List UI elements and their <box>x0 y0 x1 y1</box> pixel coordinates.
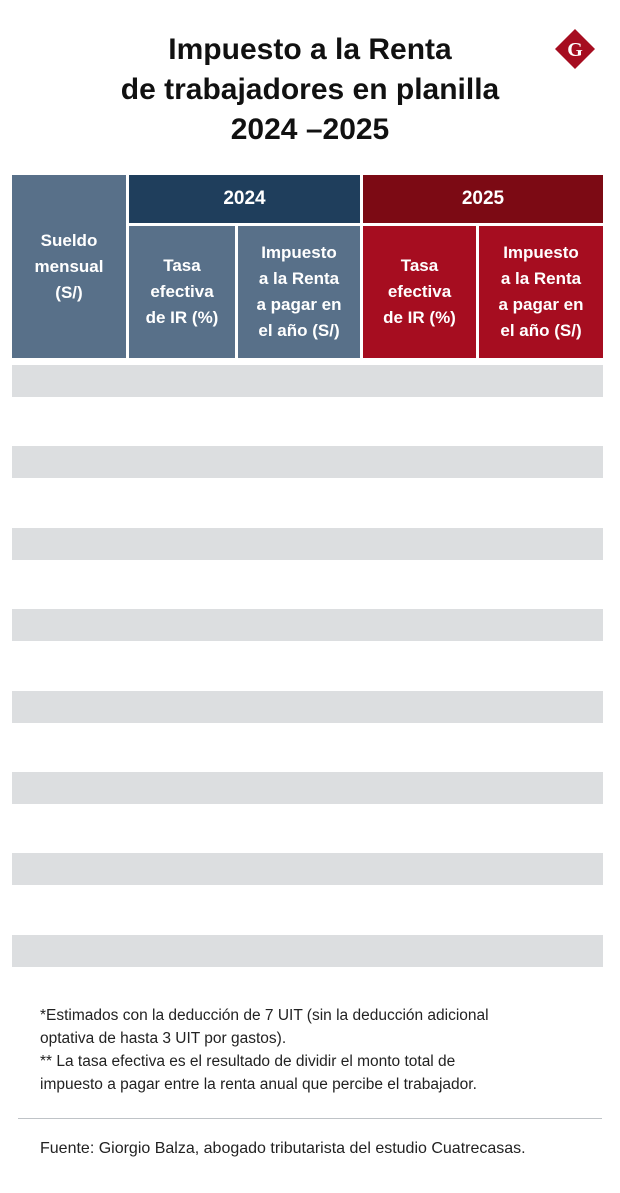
header-tax-line: a la Renta <box>500 269 582 288</box>
table-row <box>12 609 603 641</box>
header-tax-2024 <box>238 226 360 358</box>
header-salary-line: mensual <box>34 256 104 276</box>
title-line-3: 2024 –2025 <box>230 113 390 146</box>
header-tax-line: el año (S/) <box>258 321 340 340</box>
header-tax-line: el año (S/) <box>500 321 582 340</box>
header-rate-line: efectiva <box>387 282 452 301</box>
header-tax-2025 <box>479 226 603 358</box>
footnote-line: ** La tasa efectiva es el resultado de dividir el monto total de <box>40 1053 456 1070</box>
header-tax-line: a pagar en <box>256 295 342 314</box>
table-row <box>12 691 603 723</box>
table-row <box>12 528 603 560</box>
table-row <box>12 487 603 519</box>
table-row <box>12 406 603 438</box>
gestion-logo-icon <box>554 28 596 70</box>
source-credit: Fuente: Giorgio Balza, abogado tributarista del estudio Cuatrecasas. <box>40 1140 526 1157</box>
table-row <box>12 772 603 804</box>
header-rate-line: efectiva <box>150 282 214 301</box>
header-rate-line: Tasa <box>163 256 201 275</box>
header-year-2024: 2024 <box>129 175 360 223</box>
header-rate-2025 <box>363 226 476 358</box>
title-line-1: Impuesto a la Renta <box>168 33 452 66</box>
header-rate-line: Tasa <box>400 256 439 275</box>
table-row <box>12 731 603 763</box>
header-year-2025: 2025 <box>363 175 603 223</box>
divider <box>18 1118 602 1119</box>
table-row <box>12 569 603 601</box>
table-row <box>12 853 603 885</box>
header-salary-line: (S/) <box>55 282 83 302</box>
table-row <box>12 894 603 926</box>
header-tax-line: Impuesto <box>503 243 579 262</box>
logo-letter: G <box>567 39 583 61</box>
header-tax-line: a la Renta <box>258 269 340 288</box>
footnote-line: optativa de hasta 3 UIT por gastos). <box>40 1030 287 1047</box>
table-row <box>12 365 603 397</box>
footnotes <box>40 1004 600 1096</box>
title-line-2: de trabajadores en planilla <box>120 73 500 106</box>
header-salary <box>12 175 126 358</box>
header-tax-line: a pagar en <box>498 295 584 314</box>
table-row <box>12 650 603 682</box>
header-rate-line: de IR (%) <box>145 308 219 327</box>
header-salary-line: Sueldo <box>40 230 98 250</box>
table-row <box>12 935 603 967</box>
table-row <box>12 813 603 845</box>
page-title <box>0 30 620 150</box>
header-rate-2024 <box>129 226 235 358</box>
header-tax-line: Impuesto <box>261 243 337 262</box>
table-row <box>12 446 603 478</box>
header-rate-line: de IR (%) <box>383 308 456 327</box>
footnote-line: *Estimados con la deducción de 7 UIT (sin la deducción adicional <box>40 1007 489 1024</box>
footnote-line: impuesto a pagar entre la renta anual que percibe el trabajador. <box>40 1076 477 1093</box>
